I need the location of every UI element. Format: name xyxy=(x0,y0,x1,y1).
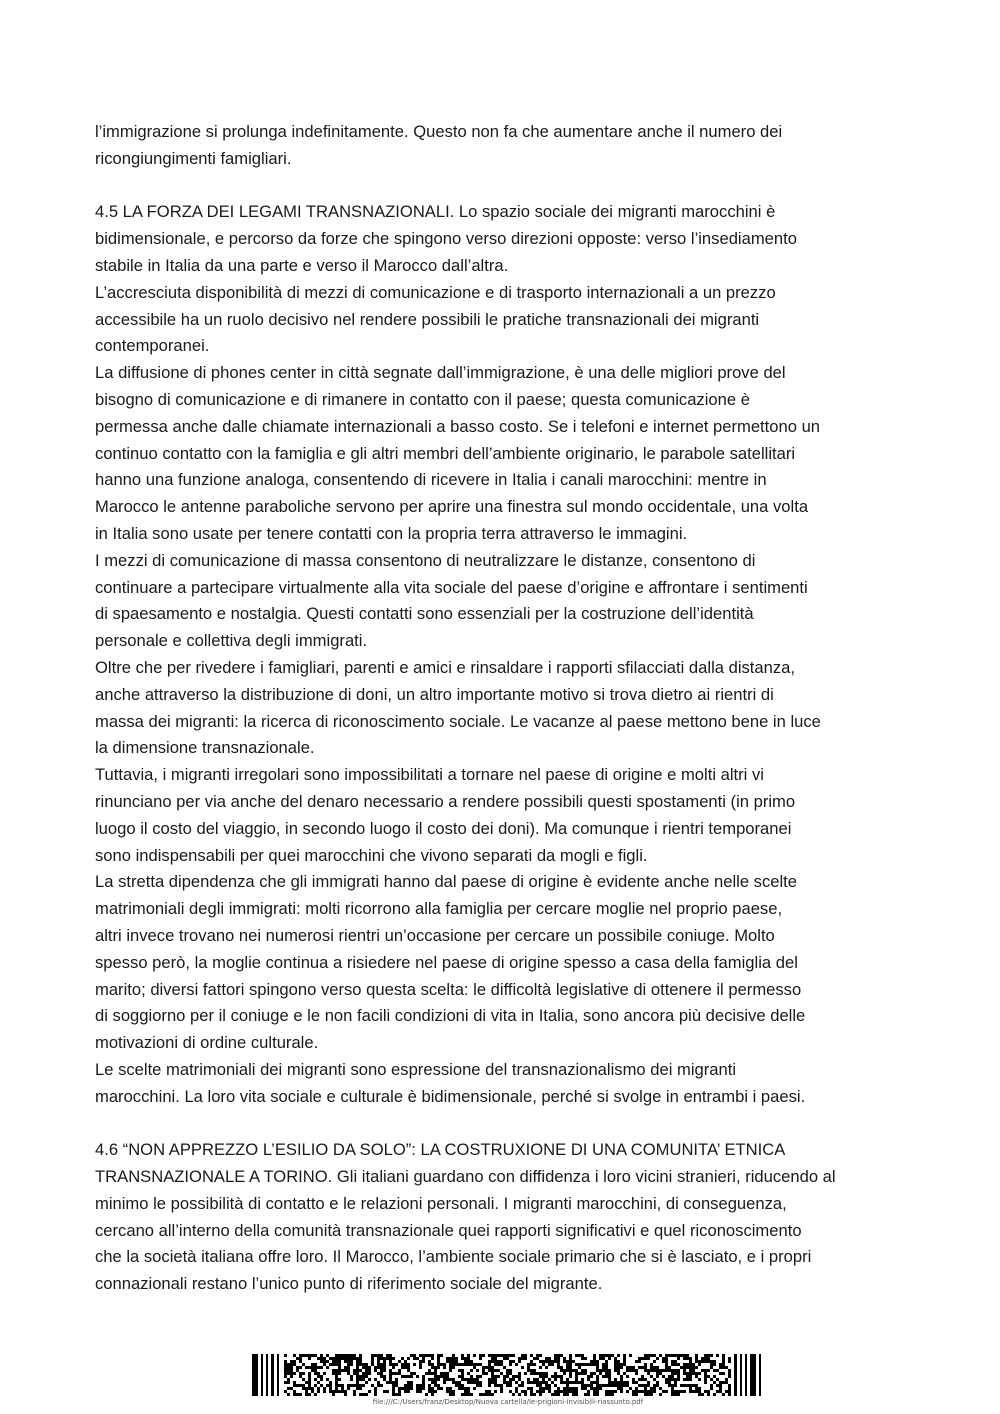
paragraph-gap xyxy=(95,1110,910,1137)
document-body xyxy=(95,119,910,1298)
paragraph-marriage-choices: La stretta dipendenza che gli immigrati hanno dal paese di origine è evidente anche nelle scelte matrimoniali degli immigrati: molti ricorrono alla famiglia per cercare moglie nel proprio paese, altri invece trovano nei numerosi rientri un’occasione per cercare un possibile coniuge. Molto spesso però, la moglie continua a risiedere nel paese di origine spesso a casa della famiglia del marito; diversi fattori spingono verso questa scelta: le difficoltà legislative di ottenere il permesso di soggiorno per il coniuge e le non facili condizioni di vita in Italia, sono ancora più decisive delle motivazioni di ordine culturale. xyxy=(95,872,806,1053)
paragraph-irregular-migrants: Tuttavia, i migranti irregolari sono impossibilitati a tornare nel paese di origine e molti altri vi rinunciano per via anche del denaro necessario a rendere possibili questi spostamenti (in primo luogo il costo del viaggio, in secondo luogo il costo dei doni). Ma comunque i rientri temporanei sono indispensabili per quei marocchini che vivono separati da mogli e figli. xyxy=(95,765,796,865)
paragraph-transnationalism: Le scelte matrimoniali dei migranti sono espressione del transnazionalismo dei migranti marocchini. La loro vita sociale e culturale è bidimensionale, perché si svolge in entrambi i paesi. xyxy=(95,1059,806,1106)
section-4-6-intro: 4.6 “NON APPREZZO L’ESILIO DA SOLO”: LA COSTRUXIONE DI UNA COMUNITA’ ETNICA TRANSNAZIONALE A TORINO. Gli italiani guardano con diffidenza i loro vicini stranieri, riducendo al minimo le possibilità di contatto e le relazioni personali. I migranti marocchini, di conseguenza, cercano all’interno della comunità transnazionale quei rapporti significativi e quel riconoscimento che la società italiana offre loro. Il Marocco, l’ambiente sociale primario che si è lasciato, e i propri connazionali restano l’unico punto di riferimento sociale del migrante. xyxy=(95,1140,836,1294)
barcode-graphic xyxy=(252,1354,764,1396)
footer-file-path: file:///C:/Users/franz/Desktop/Nuova cartella/le-prigioni-invisibili-riassunto.pdf xyxy=(372,1398,644,1406)
paragraph-communication-means: L’accresciuta disponibilità di mezzi di comunicazione e di trasporto internazionali a un prezzo accessibile ha un ruolo decisivo nel rendere possibili le pratiche transnazionali dei migranti contemporanei. xyxy=(95,282,776,356)
paragraph-gap xyxy=(95,173,910,200)
paragraph-returns: Oltre che per rivedere i famigliari, parenti e amici e rinsaldare i rapporti sfilacciati dalla distanza, anche attraverso la distribuzione di doni, un altro importante motivo si trova dietro ai rientri di massa dei migranti: la ricerca di riconoscimento sociale. Le vacanze al paese mettono bene in luce la dimensione transnazionale. xyxy=(95,657,821,758)
section-4-5-intro: 4.5 LA FORZA DEI LEGAMI TRANSNAZIONALI. Lo spazio sociale dei migranti marocchini è bidimensionale, e percorso da forze che spingono verso direzioni opposte: verso l’insediamento stabile in Italia da una parte e verso il Marocco dall’altra. xyxy=(95,202,797,275)
paragraph-phone-centers: La diffusione di phones center in città segnate dall’immigrazione, è una delle migliori prove del bisogno di comunicazione e di rimanere in contatto con il paese; questa comunicazione è permessa anche dalle chiamate internazionali a basso costo. Se i telefoni e internet permettono un continuo contatto con la famiglia e gli altri membri dell’ambiente originario, le parabole satellitari hanno una funzione analoga, consentendo di ricevere in Italia i canali marocchini: mentre in Marocco le antenne paraboliche servono per aprire una finestra sul mondo occidentale, una volta in Italia sono usate per tenere contatti con la propria terra attraverso le immagini. xyxy=(95,363,821,543)
paragraph-mass-media: I mezzi di comunicazione di massa consentono di neutralizzare le distanze, consentono di continuare a partecipare virtualmente alla vita sociale del paese d’origine e affrontare i sentimenti di spaesamento e nostalgia. Questi contatti sono essenziali per la costruzione dell’identità personale e collettiva degli immigrati. xyxy=(95,550,808,651)
barcode-image xyxy=(252,1354,764,1396)
paragraph-immigration-continues: l’immigrazione si prolunga indefinitamente. Questo non fa che aumentare anche il numero dei ricongiungimenti famigliari. xyxy=(95,122,783,168)
